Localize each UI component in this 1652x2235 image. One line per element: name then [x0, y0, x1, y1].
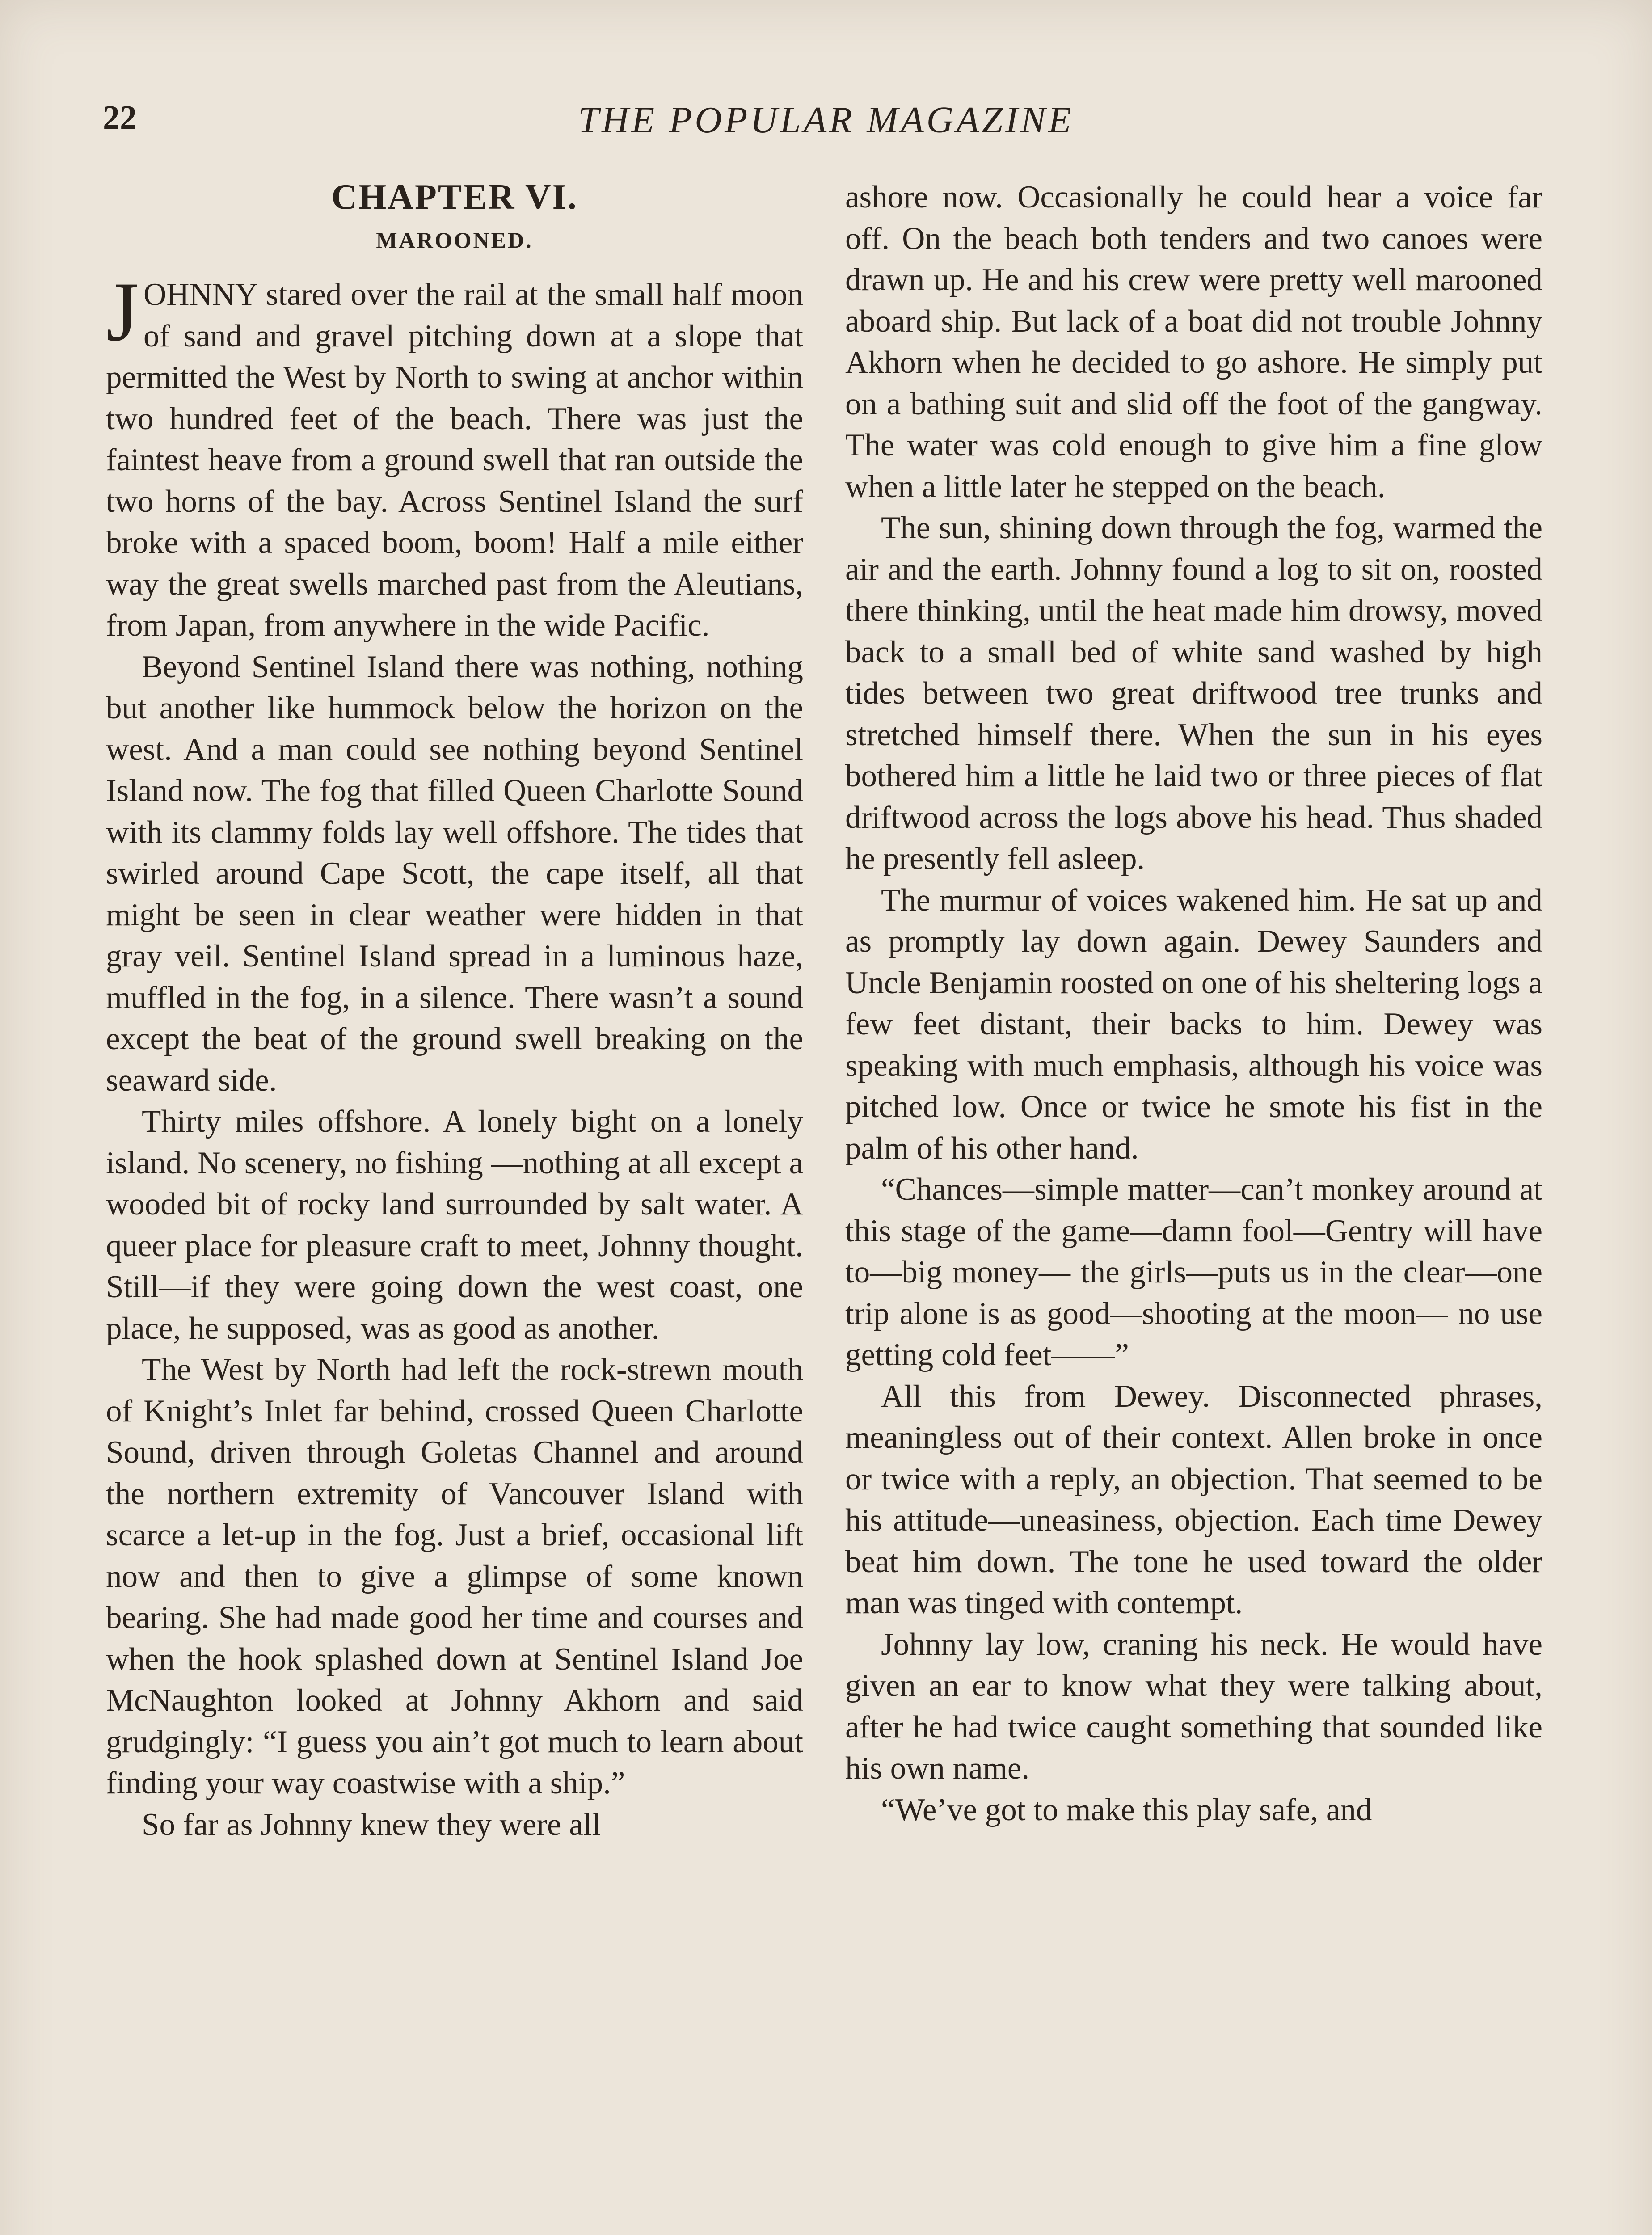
drop-cap: J	[106, 265, 139, 359]
opening-paragraph	[106, 265, 803, 646]
opening-paragraph-text: OHNNY stared over the rail at the small half moon of sand and gravel pitching down at a slope that permitted the West by North to swing at anchor within two hundred feet of the beach. There was just the faintest heave from a ground swell that ran outside the two horns of the bay. Across Sentinel Island the surf broke with a spaced boom, boom! Half a mile either way the great swells marched past from the Aleutians, from Japan, from anywhere in the wide Pacific.	[106, 277, 803, 643]
right-column	[845, 177, 1542, 1830]
page-number: 22	[103, 99, 137, 136]
paragraph: The sun, shining down through the fog, warmed the air and the earth. Johnny found a log to sit on, roosted there thinking, until the heat made him drowsy, moved back to a small bed of white sand washed by high tides between two great driftwood tree trunks and stretched himself there. When the sun in his eyes bothered him a little he laid two or three pieces of flat driftwood across the logs above his head. Thus shaded he presently fell asleep.	[845, 510, 1542, 876]
paragraph: Thirty miles offshore. A lonely bight on a lonely island. No scenery, no fishing —nothing at all except a wooded bit of rocky land surrounded by salt water. A queer place for pleasure craft to meet, Johnny thought. Still—if they were going down the west coast, one place, he supposed, was as good as another.	[106, 1104, 803, 1346]
page-header	[103, 98, 1549, 152]
paragraph: The murmur of voices wakened him. He sat up and as promptly lay down again. Dewey Saunders and Uncle Benjamin roosted on one of his sheltering logs a few feet distant, their backs to him. Dewey was speaking with much emphasis, although his voice was pitched low. Once or twice he smote his fist in the palm of his other hand.	[845, 882, 1542, 1166]
paragraph: Johnny lay low, craning his neck. He would have given an ear to know what they were talking about, after he had twice caught something that sounded like his own name.	[845, 1627, 1542, 1786]
paragraph: So far as Johnny knew they were all	[142, 1807, 601, 1842]
paragraph: “We’ve got to make this play safe, and	[881, 1792, 1372, 1827]
paragraph: ashore now. Occasionally he could hear a voice far off. On the beach both tenders and two canoes were drawn up. He and his crew were pretty well marooned aboard ship. But lack of a boat did not trouble Johnny Akhorn when he decided to go ashore. He simply put on a bathing suit and slid off the foot of the gangway. The water was cold enough to give him a fine glow when a little later he stepped on the beach.	[845, 180, 1542, 504]
left-column	[106, 177, 803, 1845]
chapter-subtitle: MAROONED.	[376, 228, 533, 253]
paragraph: All this from Dewey. Disconnected phrases, meaningless out of their context. Allen broke in once or twice with a reply, an objection. That seemed to be his attitude—uneasiness, objection. Each time Dewey beat him down. The tone he used toward the older man was tinged with contempt.	[845, 1379, 1542, 1620]
paragraph: “Chances—simple matter—can’t monkey around at this stage of the game—damn fool—Gentry will have to—big money— the girls—puts us in the clear—one trip alone is as good—shooting at the moon— no use getting cold feet——”	[845, 1172, 1542, 1372]
running-head: THE POPULAR MAGAZINE	[578, 99, 1074, 141]
paragraph: The West by North had left the rock-strewn mouth of Knight’s Inlet far behind, crossed Queen Charlotte Sound, driven through Goletas Channel and around the northern extremity of Vancouver Island with scarce a let-up in the fog. Just a brief, occasional lift now and then to give a glimpse of some known bearing. She had made good her time and courses and when the hook splashed down at Sentinel Island Joe McNaughton looked at Johnny Akhorn and said grudgingly: “I guess you ain’t got much to learn about finding your way coastwise with a ship.”	[106, 1352, 803, 1801]
paragraph: Beyond Sentinel Island there was nothing, nothing but another like hummock below the horizon on the west. And a man could see nothing beyond Sentinel Island now. The fog that filled Queen Charlotte Sound with its clammy folds lay well offshore. The tides that swirled around Cape Scott, the cape itself, all that might be seen in clear weather were hidden in that gray veil. Sentinel Island spread in a luminous haze, muffled in the fog, in a silence. There wasn’t a sound except the beat of the ground swell breaking on the seaward side.	[106, 649, 803, 1098]
chapter-title: CHAPTER VI.	[331, 177, 578, 217]
